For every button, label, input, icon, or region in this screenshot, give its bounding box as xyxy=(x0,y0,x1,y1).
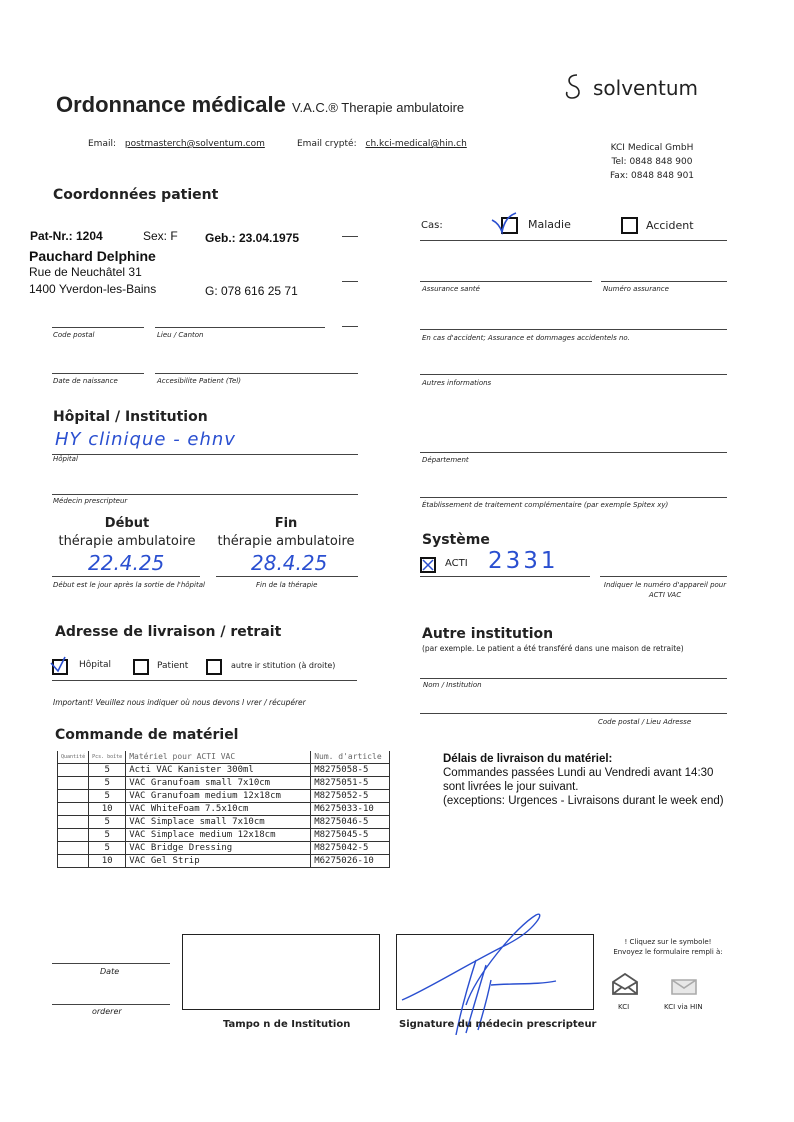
row-material: VAC Granufoam medium 12x18cm xyxy=(126,790,311,803)
table-row[interactable] xyxy=(58,842,390,855)
fin-note: Fin de la thérapie xyxy=(256,581,318,589)
medecin-line[interactable] xyxy=(52,494,358,495)
header-article: Num. d'article xyxy=(311,751,390,764)
code-adresse-line[interactable] xyxy=(420,713,727,714)
table-row[interactable] xyxy=(58,816,390,829)
hopital-checkbox[interactable] xyxy=(52,659,68,675)
click-note xyxy=(598,937,738,957)
accident-no-label: En cas d'accident; Assurance et dommages accidentels no. xyxy=(422,334,630,342)
envelope-icon xyxy=(611,972,639,996)
livraison-line xyxy=(52,680,357,681)
date-label: Date xyxy=(100,967,120,976)
fin-title: Fin xyxy=(274,516,298,531)
header-pcs: Pcs. boîte xyxy=(89,751,126,764)
row-pcs: 5 xyxy=(89,777,126,790)
divider xyxy=(342,236,358,237)
row-material: VAC Granufoam small 7x10cm xyxy=(126,777,311,790)
access-label: Accesibilite Patient (Tel) xyxy=(157,377,241,385)
stamp-label: Tampo n de Institution xyxy=(223,1019,351,1030)
solventum-s-icon xyxy=(563,72,585,102)
pat-phone: G: 078 616 25 71 xyxy=(205,284,298,298)
materiel-table xyxy=(57,751,390,868)
hopital-option-label: Hôpital xyxy=(79,660,112,670)
row-article: M8275051-5 xyxy=(311,777,390,790)
pat-geb: Geb.: 23.04.1975 xyxy=(205,231,300,245)
hospital-section-title: Hôpital / Institution xyxy=(53,409,208,425)
pat-street: Rue de Neuchâtel 31 xyxy=(29,265,142,279)
access-line[interactable] xyxy=(155,373,358,374)
row-qty-empty[interactable] xyxy=(58,777,89,790)
patient-checkbox[interactable] xyxy=(133,659,149,675)
title-text: Ordonnance médicale xyxy=(56,92,286,117)
dob-label: Date de naissance xyxy=(53,377,118,385)
handwritten-check-icon xyxy=(490,212,520,236)
row-pcs: 5 xyxy=(89,842,126,855)
company-fax: Fax: 0848 848 901 xyxy=(609,171,695,181)
email-row xyxy=(88,139,265,149)
lieu-line[interactable] xyxy=(155,327,325,328)
click-note-1: ! Cliquez sur le symbole! xyxy=(624,938,712,946)
autre-checkbox[interactable] xyxy=(206,659,222,675)
row-article: M8275042-5 xyxy=(311,842,390,855)
hospital-handwritten: HY clinique - ehnv xyxy=(55,429,236,450)
orderer-label: orderer xyxy=(92,1007,122,1016)
hopital-line[interactable] xyxy=(52,454,358,455)
row-pcs: 5 xyxy=(89,829,126,842)
email-crypt-row xyxy=(297,139,467,149)
nom-institution-label: Nom / Institution xyxy=(423,681,482,689)
livraison-important: Important! Veuillez nous indiquer où nous devons l vrer / récupérer xyxy=(53,698,306,707)
fin-value: 28.4.25 xyxy=(251,551,328,575)
divider xyxy=(342,281,358,282)
acti-checkbox[interactable] xyxy=(420,557,436,573)
code-postal-line[interactable] xyxy=(52,327,144,328)
table-row[interactable] xyxy=(58,764,390,777)
materiel-section-title: Commande de matériel xyxy=(55,727,239,743)
table-row[interactable] xyxy=(58,829,390,842)
delais-block xyxy=(443,752,724,808)
patient-option-label: Patient xyxy=(157,661,189,671)
nom-institution-line[interactable] xyxy=(420,678,727,679)
row-material: VAC Simplace medium 12x18cm xyxy=(126,829,311,842)
row-article: M8275045-5 xyxy=(311,829,390,842)
row-qty-empty[interactable] xyxy=(58,842,89,855)
delais-line1: Commandes passées Lundi au Vendredi avant 14:30 xyxy=(443,767,714,779)
pat-city: 1400 Yverdon-les-Bains xyxy=(29,282,157,296)
fin-subtitle: thérapie ambulatoire xyxy=(217,534,355,549)
table-row[interactable] xyxy=(58,855,390,868)
debut-heading xyxy=(52,515,202,551)
row-article: M6275033-10 xyxy=(311,803,390,816)
device-note: Indiquer le numéro d'appareil pour ACTI VAC xyxy=(603,581,727,599)
autre-institution-note: (par exemple. Le patient a été transféré dans une maison de retraite) xyxy=(422,644,684,653)
systeme-section-title: Système xyxy=(422,532,490,548)
row-material: VAC Bridge Dressing xyxy=(126,842,311,855)
code-adresse-label: Code postal / Lieu Adresse xyxy=(598,718,692,726)
departement-line[interactable] xyxy=(420,452,727,453)
assurance-line[interactable] xyxy=(420,281,592,282)
kci-hin-email-button[interactable] xyxy=(670,972,698,996)
departement-label: Département xyxy=(422,456,469,464)
stamp-box[interactable] xyxy=(182,934,380,1010)
device-note-line xyxy=(600,576,727,577)
delais-line3: (exceptions: Urgences - Livraisons durant le week end) xyxy=(443,795,724,807)
company-name: KCI Medical GmbH xyxy=(610,143,694,153)
cas-label: Cas: xyxy=(421,220,443,231)
code-postal-label: Code postal xyxy=(53,331,95,339)
header-materiel: Matériel pour ACTI VAC xyxy=(126,751,311,764)
etablissement-line[interactable] xyxy=(420,497,727,498)
debut-value: 22.4.25 xyxy=(88,551,165,575)
table-header-row xyxy=(58,751,390,764)
row-material: Acti VAC Kanister 300ml xyxy=(126,764,311,777)
autres-line[interactable] xyxy=(420,374,727,375)
pat-nr: Pat-Nr.: 1204 xyxy=(30,229,103,243)
hopital-label: Hôpital xyxy=(53,455,78,463)
date-line[interactable] xyxy=(52,963,170,964)
fin-line[interactable] xyxy=(216,576,358,577)
brand-name: solventum xyxy=(593,76,699,100)
signature-scribble-icon xyxy=(396,905,576,1035)
debut-line[interactable] xyxy=(52,576,200,577)
check-x-icon xyxy=(422,559,434,571)
pat-name: Pauchard Delphine xyxy=(29,248,156,264)
maladie-label: Maladie xyxy=(528,218,571,231)
row-pcs: 5 xyxy=(89,816,126,829)
table-row[interactable] xyxy=(58,777,390,790)
maladie-checkbox[interactable] xyxy=(501,217,518,234)
company-tel: Tel: 0848 848 900 xyxy=(611,157,693,167)
row-article: M8275058-5 xyxy=(311,764,390,777)
table-row[interactable] xyxy=(58,790,390,803)
row-material: VAC Simplace small 7x10cm xyxy=(126,816,311,829)
fin-heading xyxy=(211,515,361,551)
autre-institution-title: Autre institution xyxy=(422,626,554,642)
acti-label: ACTI xyxy=(445,558,468,569)
delais-title: Délais de livraison du matériel: xyxy=(443,753,613,765)
row-pcs: 10 xyxy=(89,803,126,816)
company-contact xyxy=(605,141,699,183)
accident-label: Accident xyxy=(646,219,694,232)
check-icon xyxy=(49,655,69,675)
row-qty-empty[interactable] xyxy=(58,803,89,816)
accident-checkbox[interactable] xyxy=(621,217,638,234)
row-pcs: 5 xyxy=(89,790,126,803)
envelope-hin-icon xyxy=(670,972,698,996)
livraison-section-title: Adresse de livraison / retrait xyxy=(55,624,282,640)
row-qty-empty[interactable] xyxy=(58,816,89,829)
kci-label: KCI xyxy=(618,1003,630,1011)
device-line[interactable] xyxy=(420,576,590,577)
medecin-label: Médecin prescripteur xyxy=(53,497,128,505)
divider xyxy=(342,326,358,327)
email-crypt-label: Email crypté: xyxy=(297,139,357,149)
row-qty-empty[interactable] xyxy=(58,829,89,842)
accident-no-line[interactable] xyxy=(420,329,727,330)
email-label: Email: xyxy=(88,139,117,149)
row-qty-empty[interactable] xyxy=(58,764,89,777)
row-pcs: 10 xyxy=(89,855,126,868)
autre-option-label: autre ir stitution (à droite) xyxy=(231,661,336,670)
assurance-label: Assurance santé xyxy=(422,285,480,293)
numero-label: Numéro assurance xyxy=(603,285,669,293)
patient-section-title: Coordonnées patient xyxy=(53,187,219,203)
device-number: 2331 xyxy=(488,548,559,574)
subtitle-text: V.A.C.® Therapie ambulatoire xyxy=(291,100,465,115)
numero-line[interactable] xyxy=(601,281,727,282)
debut-title: Début xyxy=(104,516,150,531)
row-pcs: 5 xyxy=(89,764,126,777)
etablissement-label: Établissement de traitement complémentaire (par exemple Spitex xy) xyxy=(422,501,669,509)
row-article: M8275052-5 xyxy=(311,790,390,803)
row-article: M6275026-10 xyxy=(311,855,390,868)
row-article: M8275046-5 xyxy=(311,816,390,829)
form-title xyxy=(56,92,464,118)
email-crypt-value[interactable]: ch.kci-medical@hin.ch xyxy=(365,139,467,149)
kci-hin-label: KCI via HIN xyxy=(664,1003,703,1011)
row-material: VAC Gel Strip xyxy=(126,855,311,868)
autres-label: Autres informations xyxy=(422,379,492,387)
dob-line[interactable] xyxy=(52,373,144,374)
signature-label: Signature du médecin prescripteur xyxy=(399,1019,597,1030)
lieu-label: Lieu / Canton xyxy=(157,331,204,339)
orderer-line[interactable] xyxy=(52,1004,170,1005)
kci-email-button[interactable] xyxy=(611,972,639,996)
pat-sex: Sex: F xyxy=(143,229,178,243)
cas-line xyxy=(420,240,727,241)
click-note-2: Envoyez le formulaire rempli à: xyxy=(613,948,723,956)
header-quantite: Quantité xyxy=(58,751,89,764)
debut-note: Début est le jour après la sortie de l'hôpital xyxy=(53,581,205,589)
table-row[interactable] xyxy=(58,803,390,816)
email-value[interactable]: postmasterch@solventum.com xyxy=(124,139,265,149)
row-qty-empty[interactable] xyxy=(58,790,89,803)
row-qty-empty[interactable] xyxy=(58,855,89,868)
delais-line2: sont livrées le jour suivant. xyxy=(443,781,579,793)
row-material: VAC WhiteFoam 7.5x10cm xyxy=(126,803,311,816)
debut-subtitle: thérapie ambulatoire xyxy=(58,534,196,549)
